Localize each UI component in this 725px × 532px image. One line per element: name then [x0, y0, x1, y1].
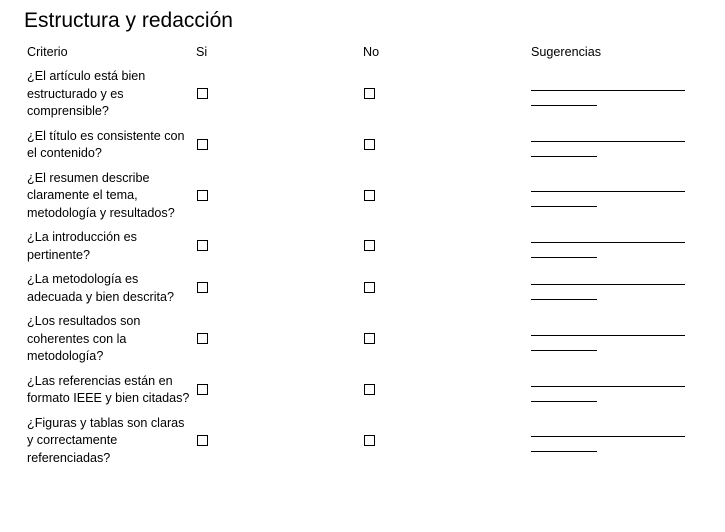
no-checkbox[interactable]: [364, 384, 375, 395]
suggestion-field[interactable]: [531, 329, 686, 351]
no-checkbox[interactable]: [364, 282, 375, 293]
si-checkbox[interactable]: [197, 139, 208, 150]
header-row: [22, 41, 686, 65]
no-checkbox[interactable]: [364, 240, 375, 251]
si-checkbox[interactable]: [197, 240, 208, 251]
table-row: [22, 412, 686, 472]
si-checkbox[interactable]: [197, 333, 208, 344]
table-row: [22, 268, 686, 310]
no-checkbox[interactable]: [364, 190, 375, 201]
criterion-label: ¿El título es consistente con el contenido?: [27, 128, 185, 160]
evaluation-table: [22, 41, 686, 471]
table-row: [22, 226, 686, 268]
table-row: [22, 370, 686, 412]
header-si: Si: [196, 45, 208, 60]
criterion-label: ¿Las referencias están en formato IEEE y bien citadas?: [27, 373, 190, 405]
suggestion-field[interactable]: [531, 380, 686, 402]
si-checkbox[interactable]: [197, 190, 208, 201]
si-checkbox[interactable]: [197, 435, 208, 446]
criterion-label: ¿El artículo está bien estructurado y es comprensible?: [27, 69, 146, 118]
suggestion-field[interactable]: [531, 236, 686, 258]
suggestion-field[interactable]: [531, 84, 686, 106]
criterion-label: ¿La introducción es pertinente?: [27, 230, 137, 262]
table-row: [22, 125, 686, 167]
header-no: No: [363, 45, 380, 60]
no-checkbox[interactable]: [364, 139, 375, 150]
suggestion-field[interactable]: [531, 135, 686, 157]
header-sugerencias: Sugerencias: [531, 45, 602, 60]
no-checkbox[interactable]: [364, 435, 375, 446]
si-checkbox[interactable]: [197, 88, 208, 99]
suggestion-field[interactable]: [531, 278, 686, 300]
no-checkbox[interactable]: [364, 333, 375, 344]
criterion-label: ¿Los resultados son coherentes con la metodología?: [27, 314, 141, 363]
si-checkbox[interactable]: [197, 282, 208, 293]
suggestion-field[interactable]: [531, 185, 686, 207]
criterion-label: ¿Figuras y tablas son claras y correctamente referenciadas?: [27, 415, 185, 465]
criterion-label: ¿El resumen describe claramente el tema, metodología y resultados?: [27, 170, 175, 220]
criterion-label: ¿La metodología es adecuada y bien descrita?: [27, 272, 175, 304]
header-criterio: Criterio: [27, 45, 68, 60]
table-row: [22, 65, 686, 125]
page-title: Estructura y redacción: [24, 9, 233, 32]
no-checkbox[interactable]: [364, 88, 375, 99]
table-row: [22, 167, 686, 227]
table-row: [22, 310, 686, 370]
si-checkbox[interactable]: [197, 384, 208, 395]
suggestion-field[interactable]: [531, 430, 686, 452]
